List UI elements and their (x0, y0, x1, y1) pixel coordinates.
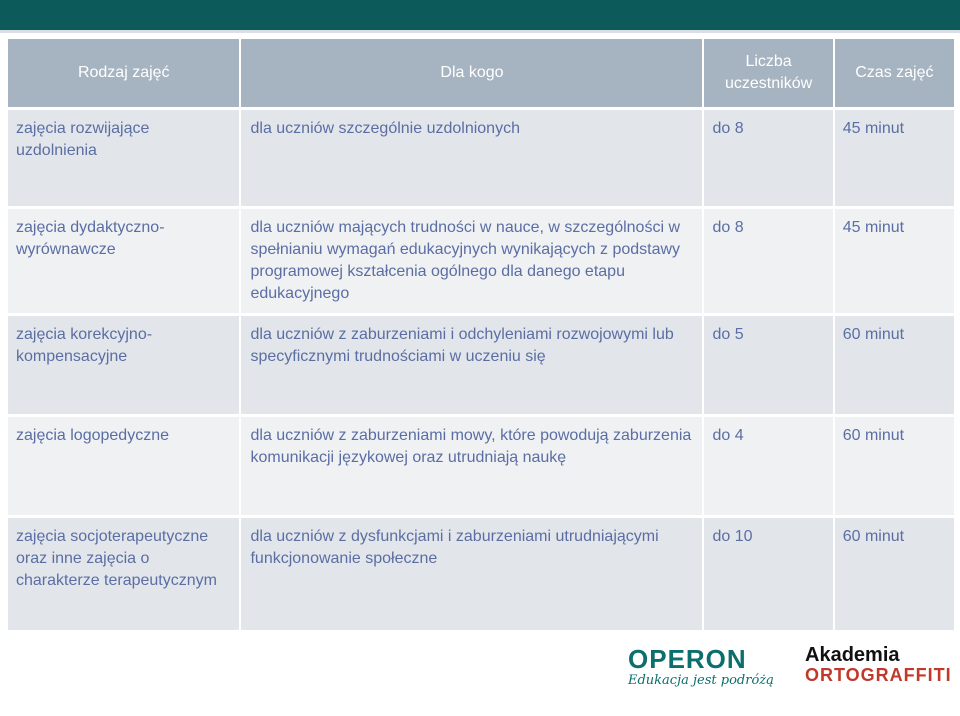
cell-who: dla uczniów szczególnie uzdolnionych (241, 110, 702, 206)
cell-who: dla uczniów mających trudności w nauce, w szczególności w spełnianiu wymagań edukacyjnych wynikających z podstawy programowej kształcenia ogólnego dla danego etapu edukacyjnego (241, 209, 702, 313)
cell-count: do 8 (704, 209, 832, 313)
cell-count: do 10 (704, 518, 832, 630)
cell-type: zajęcia dydaktyczno-wyrównawcze (8, 209, 239, 313)
header-who: Dla kogo (241, 39, 702, 107)
cell-who: dla uczniów z zaburzeniami mowy, które powodują zaburzenia komunikacji językowej oraz utrudniają naukę (241, 417, 702, 515)
cell-type: zajęcia logopedyczne (8, 417, 239, 515)
cell-who: dla uczniów z dysfunkcjami i zaburzeniami utrudniającymi funkcjonowanie społeczne (241, 518, 702, 630)
table-row (8, 209, 954, 313)
table-row (8, 518, 954, 630)
cell-time: 60 minut (835, 518, 954, 630)
top-bar (0, 0, 960, 30)
table-row (8, 110, 954, 206)
table-header-row (8, 39, 954, 107)
header-type: Rodzaj zajęć (8, 39, 239, 107)
cell-type: zajęcia rozwijające uzdolnienia (8, 110, 239, 206)
table-row (8, 316, 954, 414)
cell-count: do 5 (704, 316, 832, 414)
header-count: Liczba uczestników (704, 39, 832, 107)
footer-logos (620, 640, 950, 710)
cell-time: 45 minut (835, 110, 954, 206)
operon-logo: OPERON Edukacja jest podróżą (628, 644, 774, 688)
cell-time: 45 minut (835, 209, 954, 313)
akademia-logo: Akademia ORTOGRAFFITI (805, 644, 952, 685)
header-time: Czas zajęć (835, 39, 954, 107)
cell-who: dla uczniów z zaburzeniami i odchyleniami rozwojowymi lub specyficznymi trudnościami w uczeniu się (241, 316, 702, 414)
cell-count: do 4 (704, 417, 832, 515)
table-row (8, 417, 954, 515)
cell-type: zajęcia socjoterapeutyczne oraz inne zajęcia o charakterze terapeutycznym (8, 518, 239, 630)
cell-time: 60 minut (835, 417, 954, 515)
cell-type: zajęcia korekcyjno-kompensacyjne (8, 316, 239, 414)
cell-count: do 8 (704, 110, 832, 206)
classes-table (6, 36, 956, 633)
cell-time: 60 minut (835, 316, 954, 414)
top-bar-divider (0, 30, 960, 33)
